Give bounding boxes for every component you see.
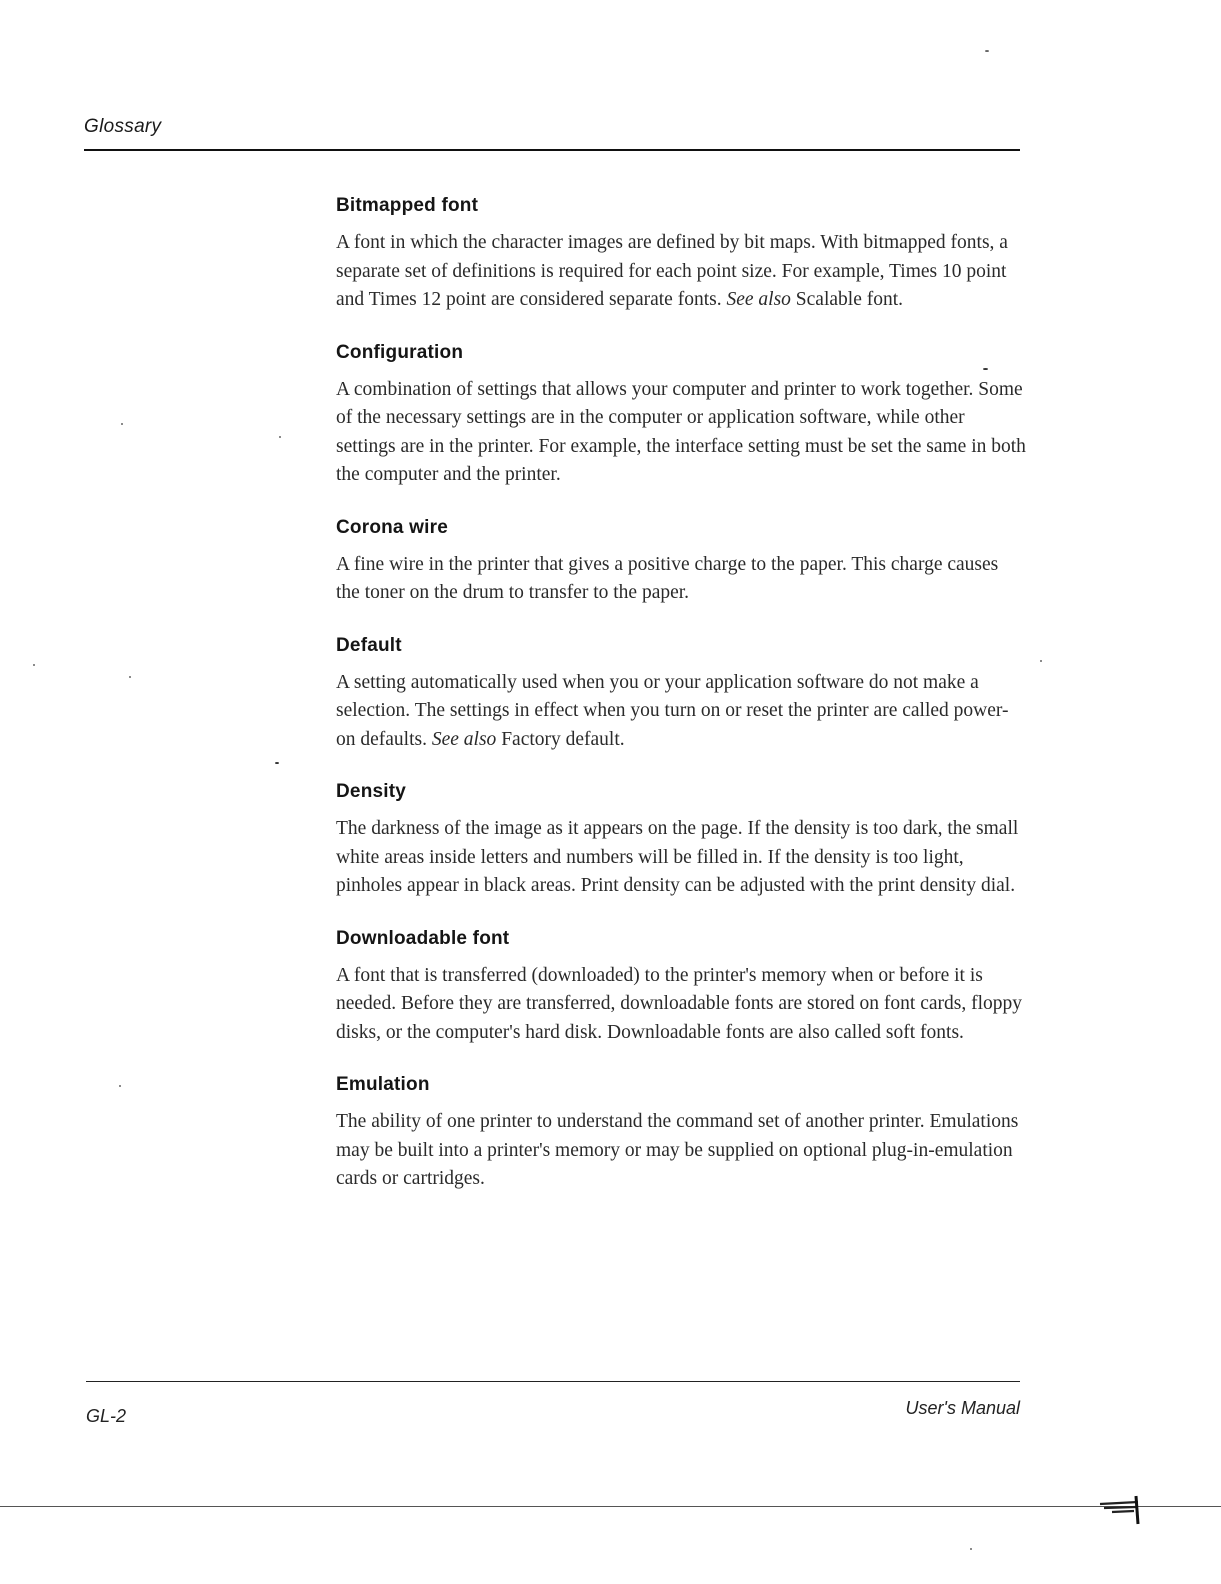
glossary-definition (336, 229, 1026, 315)
glossary-entry-bitmapped-font (336, 193, 1026, 315)
see-also-label: See also (431, 728, 497, 750)
glossary-entry-default (336, 633, 1026, 755)
scan-edge-line (0, 1506, 1221, 1507)
scan-artifact-mark (1098, 1490, 1142, 1526)
page-header-title: Glossary (84, 116, 162, 137)
footer-page-number: GL-2 (86, 1406, 127, 1426)
scan-speck (279, 436, 281, 438)
glossary-term: Bitmapped font (336, 195, 479, 216)
glossary-term: Density (336, 781, 407, 802)
glossary-entry-corona-wire (336, 515, 1026, 608)
glossary-entry-emulation (336, 1072, 1026, 1194)
glossary-definition (336, 669, 1026, 755)
glossary-term: Default (336, 634, 402, 656)
header-rule (84, 149, 1020, 151)
see-also-label: See also (726, 289, 791, 310)
scan-speck (985, 50, 989, 52)
scan-speck (1040, 660, 1042, 662)
scan-speck (970, 1548, 972, 1550)
glossary-term: Downloadable font (336, 927, 510, 949)
definition-text: A setting automatically used when you or your application software do not make a selection. The settings in effect when you turn on or reset the printer are called power-on defaults. (336, 671, 1009, 750)
footer-rule (86, 1381, 1020, 1382)
glossary-term: Corona wire (336, 516, 448, 538)
scan-speck (983, 368, 988, 370)
glossary-definition: A combination of settings that allows your computer and printer to work together. Some of the necessary settings are in the computer or application software, while other settings are in the printer. For example, the interface setting must be set the same in both the computer and the printer. (336, 378, 1026, 485)
scan-speck (33, 664, 35, 666)
glossary-definition: The darkness of the image as it appears on the page. If the density is too dark, the small white areas inside letters and numbers will be filled in. If the density is too light, pinholes appear in black areas. Print density can be adjusted with the print density dial. (336, 818, 1019, 896)
definition-text: A font in which the character images are defined by bit maps. With bitmapped fonts, a separate set of definitions is required for each point size. For example, Times 10 point and Times 12 point are considered separate fonts. (336, 232, 1008, 310)
glossary-entry-density (336, 779, 1026, 901)
glossary-definition: The ability of one printer to understand the command set of another printer. Emulations may be built into a printer's memory or may be supplied on optional plug-in-emulation cards or cartridges. (336, 1111, 1019, 1189)
glossary-entry-configuration (336, 340, 1026, 490)
footer-manual-title: User's Manual (905, 1398, 1020, 1418)
glossary-entries (336, 193, 1026, 1219)
see-also-target: Factory default. (501, 728, 625, 750)
scan-speck (275, 762, 279, 764)
glossary-term: Configuration (336, 341, 464, 363)
glossary-definition: A font that is transferred (downloaded) to the printer's memory when or before it is needed. Before they are transferred, downloadable fonts are stored on font cards, floppy disks, or the computer's hard disk. Downloadable fonts are also called soft fonts. (336, 964, 1023, 1043)
glossary-entry-downloadable-font (336, 926, 1026, 1048)
glossary-term: Emulation (336, 1074, 430, 1095)
scan-speck (129, 676, 131, 678)
glossary-definition: A fine wire in the printer that gives a positive charge to the paper. This charge causes the toner on the drum to transfer to the paper. (336, 553, 999, 603)
scan-speck (121, 423, 123, 425)
see-also-target: Scalable font. (795, 289, 904, 310)
scan-speck (119, 1085, 121, 1087)
